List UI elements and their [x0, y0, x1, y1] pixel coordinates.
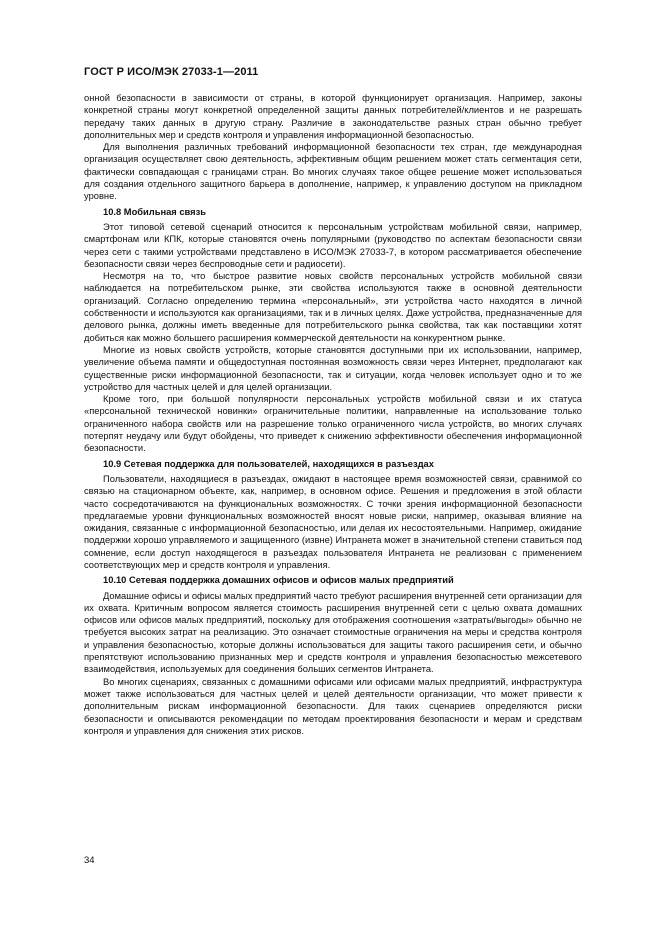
paragraph: Многие из новых свойств устройств, которые становятся доступными при их использовании, например, увеличение объема памяти и общедоступная постоянная возможность связи через Интернет, предполагают как существенные риски информационной безопасности, так и ситуации, когда человек использует одно и то же устройство для частных целей и для целей организации. [84, 344, 582, 392]
paragraph: онной безопасности в зависимости от страны, в которой функционирует организация. Например, законы конкретной страны могут конкретной определенной защиты данных потребителей/клиентов и не разрешать передачу таких данных в другую страну. Различие в законодательстве разных стран обычно требует дополнительных мер и средств контроля и управления информационной безопасностью. [84, 93, 582, 140]
paragraph: Этот типовой сетевой сценарий относится к персональным устройствам мобильной связи, например, смартфонам или КПК, которые становятся очень популярными (руководство по аспектам безопасности связи через сети с такими устройствами представлено в ИСО/МЭК 27033-7, в котором рассматривается обеспечение безопасности связи через беспроводные сети и радиосети). [84, 221, 582, 269]
document-header: ГОСТ Р ИСО/МЭК 27033-1—2011 [84, 66, 259, 78]
paragraph: Во многих сценариях, связанных с домашними офисами или офисами малых предприятий, инфраструктура может также использоваться для частных целей и целей деятельности организации, что может привести к дополнительным рискам информационной безопасности. Для таких сценариев определяются риски безопасности и описываются рекомендации по методам проектирования безопасности и мерам и средствам контроля и управления для снижения этих рисков. [84, 676, 582, 736]
document-body [84, 92, 582, 737]
paragraph: Для выполнения различных требований информационной безопасности тех стран, где международная организация осуществляет свою деятельность, эффективным общим решением может стать сегментация сети, фактически совпадающая с границами стран. Во многих случаях такое общее решение может использоваться для создания отдельного защитного барьера в дополнение, например, к управлению доступом на прикладном уровне. [84, 142, 582, 202]
section-heading-10-8: 10.8 Мобильная связь [103, 206, 207, 217]
page-number: 34 [84, 855, 95, 866]
paragraph: Пользователи, находящиеся в разъездах, ожидают в настоящее время возможностей связи, сравнимой со связью на стационарном объекте, как, например, в основном офисе. Решения и предложения в этой области часто сосредотачиваются на функциональных возможностях. С точки зрения информационной безопасности предлагаемые уровни функциональных возможностей вносят новые риски, например, оказывая влияние на ожидания, связанные с информационной безопасностью, или делая их несостоятельными. Например, ожидание поддержки хорошо управляемого и защищенного (извне) Интранета может в значительной степени ставиться под сомнение, если доступ находящегося в разъездах пользователя Интранета не реализован с применением соответствующих мер и средств контроля и управления. [84, 473, 582, 570]
paragraph: Домашние офисы и офисы малых предприятий часто требуют расширения внутренней сети организации для их охвата. Критичным вопросом является стоимость расширения внутренней сети с целью охвата домашних офисов или офисов малых предприятий, поскольку для отображения соотношения «затраты/выгоды» обычно не требуется высоких затрат на реализацию. Это означает стоимостные ограничения на меры и средства контроля и управления безопасностью, которые должны использоваться для защиты такого расширения сети, и обычно препятствуют использованию признанных мер и средств контроля и управления безопасностью межсетевого взаимодействия, используемых для соединения больших сегментов Интранета. [84, 590, 582, 675]
section-heading-10-10: 10.10 Сетевая поддержка домашних офисов и офисов малых предприятий [103, 575, 454, 586]
paragraph: Кроме того, при большой популярности персональных устройств мобильной связи и их статуса «персональной технической новинки» ограничительные политики, направленные на использование только ограниченного набора свойств или на разрешение только ограниченного числа устройств, во многих случаях потерпят неудачу или будут обойдены, что приведет к снижению эффективности обеспечения информационной безопасности. [84, 394, 582, 454]
section-heading-10-9: 10.9 Сетевая поддержка для пользователей, находящихся в разъездах [103, 458, 434, 469]
paragraph: Несмотря на то, что быстрое развитие новых свойств персональных устройств мобильной связи наблюдается на потребительском рынке, эти свойства используются также в основной деятельности организаций. Согласно определению термина «персональный», эти устройства часто находятся в личной собственности и используются как организациями, так и в личных целях. Даже устройства, предназначенные для делового рынка, должны иметь введенные для потребительского рынка свойства, так как поставщики хотят добиться как можно большего расширения коммерческой деятельности на конкурентном рынке. [84, 271, 582, 343]
